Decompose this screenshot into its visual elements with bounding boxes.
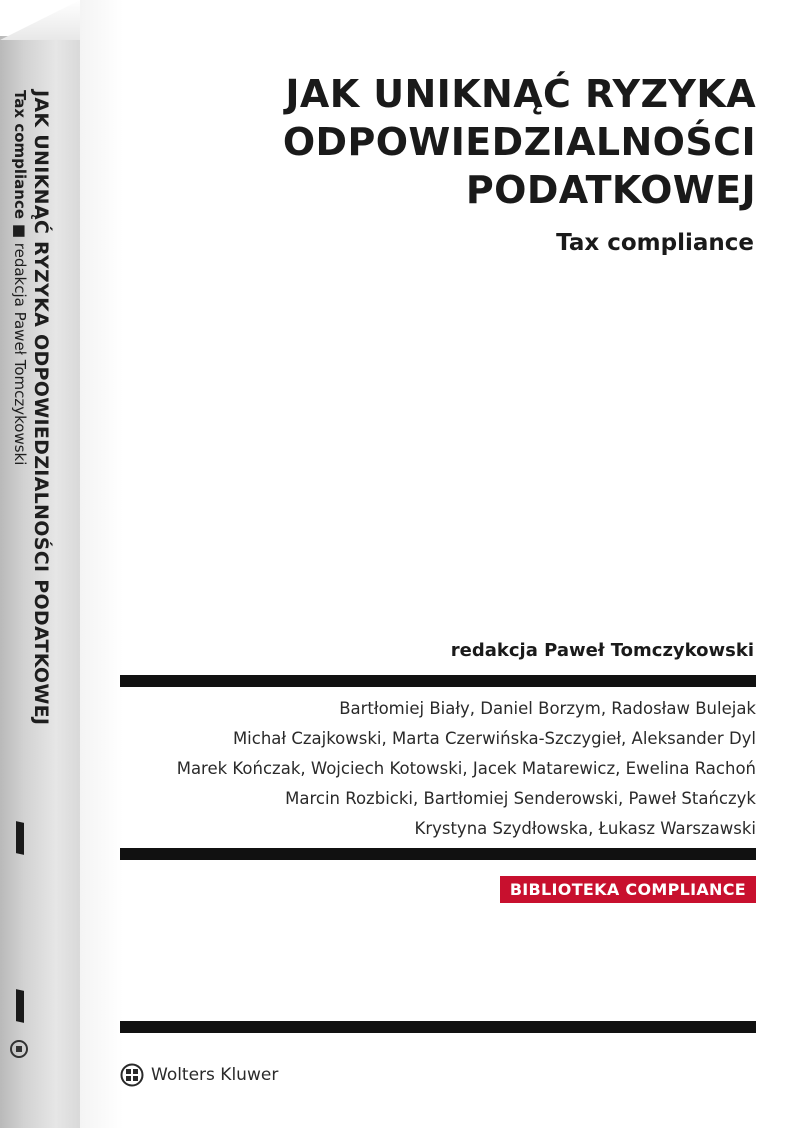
- spine-decor-bar-upper: [16, 821, 24, 855]
- book-title-line-2: ODPOWIEDZIALNOŚCI: [282, 120, 756, 164]
- spine-top-edge: [0, 0, 80, 40]
- book-subtitle: Tax compliance: [556, 230, 754, 256]
- spine-decor-bar-lower: [16, 989, 24, 1023]
- spine-subtitle: Tax compliance: [11, 90, 29, 220]
- divider-rule-top: [120, 675, 756, 687]
- publisher-imprint: [120, 1063, 278, 1087]
- book-cover: [80, 0, 800, 1128]
- book-title-line-1: JAK UNIKNĄĆ RYZYKA: [285, 72, 756, 116]
- spine-separator: ■: [11, 223, 29, 238]
- spine-editor: redakcja Paweł Tomczykowski: [11, 242, 29, 466]
- spine-publisher-logo-icon: [10, 1040, 28, 1058]
- divider-rule-middle: [120, 848, 756, 860]
- divider-rule-bottom: [120, 1021, 756, 1033]
- spine-subtitle-line: [11, 90, 29, 725]
- spine-title: JAK UNIKNĄĆ RYZYKA ODPOWIEDZIALNOŚCI PODATKOWEJ: [30, 90, 52, 726]
- authors-line: Michał Czajkowski, Marta Czerwińska-Szczygieł, Aleksander Dyl: [232, 729, 756, 748]
- authors-line: Krystyna Szydłowska, Łukasz Warszawski: [414, 819, 756, 838]
- spine-text: [11, 90, 52, 725]
- publisher-name: Wolters Kluwer: [151, 1065, 279, 1085]
- authors-line: Marcin Rozbicki, Bartłomiej Senderowski, Paweł Stańczyk: [285, 789, 756, 808]
- book-title: [283, 70, 756, 214]
- authors-list: [177, 694, 756, 844]
- book-title-line-3: PODATKOWEJ: [465, 168, 756, 212]
- wolters-kluwer-logo-icon: [120, 1063, 144, 1087]
- authors-line: Bartłomiej Biały, Daniel Borzym, Radosław Bulejak: [339, 699, 756, 718]
- series-badge: BIBLIOTEKA COMPLIANCE: [500, 876, 756, 903]
- authors-line: Marek Kończak, Wojciech Kotowski, Jacek Matarewicz, Ewelina Rachoń: [176, 759, 756, 778]
- editor-credit: redakcja Paweł Tomczykowski: [450, 640, 754, 661]
